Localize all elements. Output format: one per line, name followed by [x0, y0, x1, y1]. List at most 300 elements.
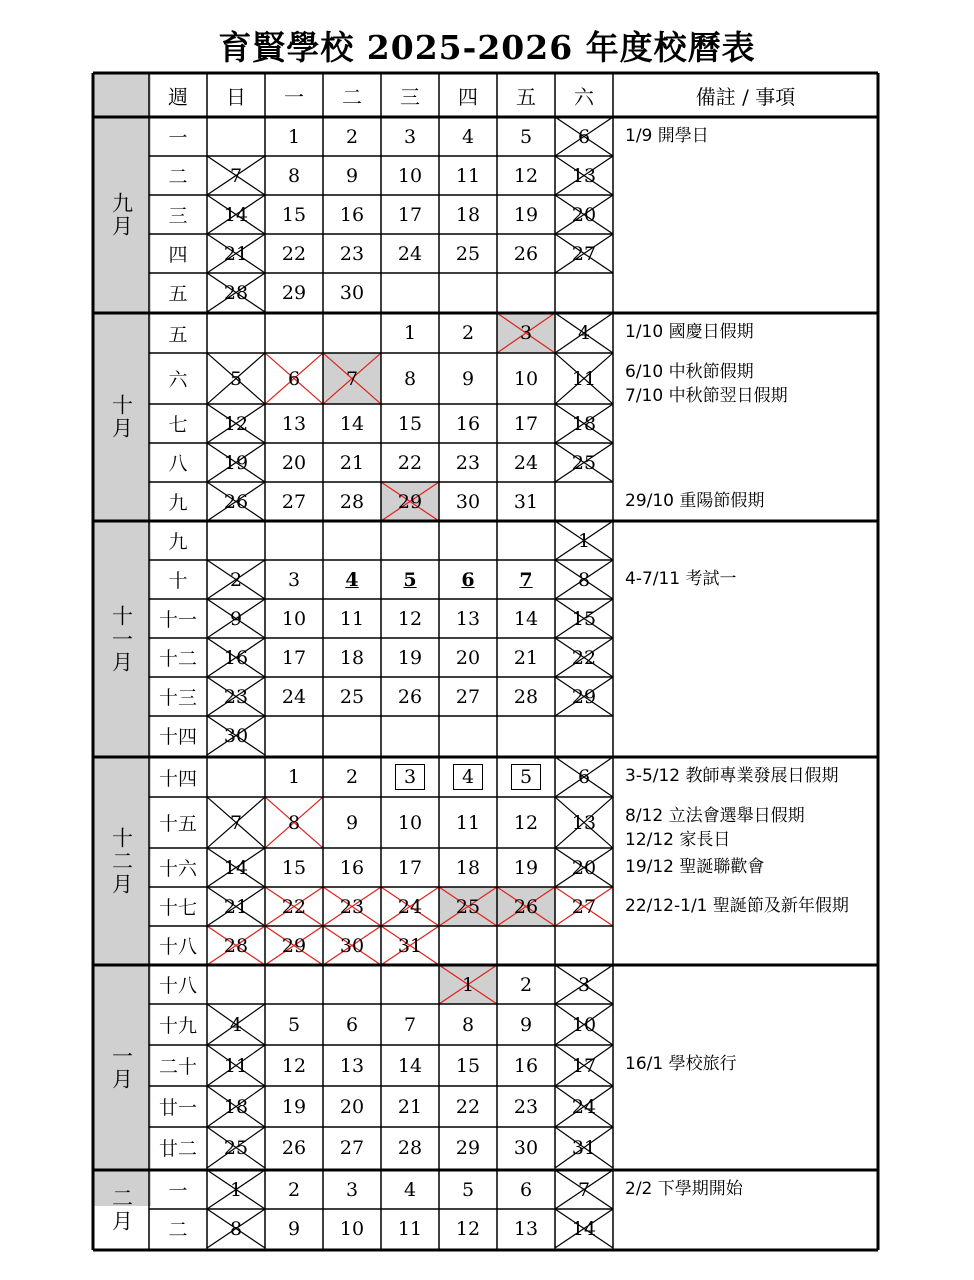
day-cell	[439, 156, 497, 195]
day-cell	[381, 195, 439, 234]
day-cell	[497, 482, 555, 521]
week-number-text: 六	[168, 369, 188, 391]
day-cell	[381, 677, 439, 716]
week-number	[149, 1004, 207, 1045]
day-number: 10	[281, 607, 307, 630]
day-number: 9	[519, 1013, 533, 1036]
day-cell	[439, 638, 497, 677]
day-number: 13	[571, 811, 597, 834]
day-cell	[439, 560, 497, 599]
day-cell	[207, 716, 265, 755]
day-cell	[323, 313, 381, 353]
day-number: 13	[455, 607, 481, 630]
day-number: 12	[281, 1054, 307, 1077]
day-number: 24	[397, 895, 423, 918]
day-number: 8	[287, 164, 301, 187]
calendar-table	[93, 73, 880, 1253]
week-number-text: 三	[168, 205, 188, 227]
day-number: 13	[571, 164, 597, 187]
day-cell	[439, 1209, 497, 1248]
week-number-text: 十一	[158, 609, 197, 631]
day-cell	[439, 273, 497, 312]
day-cell	[207, 1004, 265, 1045]
month-label	[93, 757, 149, 965]
day-number: 25	[571, 451, 597, 474]
week-number	[149, 1127, 207, 1168]
day-number: 4	[345, 568, 359, 591]
day-cell	[555, 117, 613, 156]
day-number: 2	[287, 1178, 301, 1201]
week-number-text: 一	[168, 1180, 188, 1202]
day-cell	[381, 965, 439, 1004]
day-cell	[381, 887, 439, 926]
day-cell	[265, 1209, 323, 1248]
day-number: 3	[287, 568, 301, 591]
day-cell	[555, 482, 613, 521]
header-week	[149, 73, 207, 117]
day-number: 10	[571, 1013, 597, 1036]
day-number: 14	[339, 412, 365, 435]
day-cell	[555, 965, 613, 1004]
month-label-text: 十二月	[109, 826, 134, 896]
day-number: 3	[577, 973, 591, 996]
day-cell	[323, 234, 381, 273]
day-cell	[323, 1004, 381, 1045]
week-number-text: 十四	[158, 767, 197, 790]
day-cell	[439, 1045, 497, 1086]
day-cell	[381, 313, 439, 353]
header-day-2	[323, 73, 381, 117]
day-number: 14	[571, 1217, 597, 1240]
day-number: 26	[223, 490, 249, 513]
day-cell	[497, 156, 555, 195]
day-number: 21	[223, 242, 249, 265]
day-number: 30	[513, 1136, 539, 1159]
day-cell	[439, 797, 497, 848]
day-cell	[265, 234, 323, 273]
day-cell	[497, 1127, 555, 1168]
day-number: 22	[281, 242, 307, 265]
day-cell	[323, 797, 381, 848]
day-cell	[381, 716, 439, 755]
week-number	[149, 1170, 207, 1209]
day-cell	[555, 313, 613, 353]
day-cell	[323, 156, 381, 195]
day-number: 17	[397, 856, 423, 879]
day-cell	[381, 926, 439, 965]
day-number: 27	[571, 895, 597, 918]
header-day-4	[439, 73, 497, 117]
day-number: 30	[455, 490, 481, 513]
day-cell	[439, 1127, 497, 1168]
day-number: 1	[287, 766, 301, 788]
page-title: 育賢學校 2025-2026 年度校曆表	[218, 28, 756, 67]
day-number: 26	[513, 895, 539, 918]
day-number: 30	[339, 934, 365, 957]
day-cell	[497, 797, 555, 848]
day-number: 9	[345, 164, 359, 187]
note-line: 3-5/12 教師專業發展日假期	[625, 766, 839, 786]
day-cell	[439, 926, 497, 965]
day-number: 26	[281, 1136, 307, 1159]
week-number	[149, 273, 207, 312]
day-number: 13	[281, 412, 307, 435]
day-cell	[439, 482, 497, 521]
day-cell	[497, 887, 555, 926]
day-cell	[323, 887, 381, 926]
day-cell	[439, 1170, 497, 1209]
day-cell	[497, 273, 555, 312]
day-number: 24	[397, 242, 423, 265]
day-number: 3	[519, 322, 533, 344]
day-number: 12	[397, 607, 423, 630]
week-number	[149, 716, 207, 755]
day-cell	[555, 1209, 613, 1248]
day-number: 19	[513, 203, 539, 226]
day-cell	[323, 273, 381, 312]
day-cell	[439, 195, 497, 234]
day-cell	[381, 234, 439, 273]
day-cell	[497, 599, 555, 638]
day-number: 7	[519, 568, 533, 591]
day-cell	[381, 156, 439, 195]
day-cell	[439, 1004, 497, 1045]
day-number: 23	[339, 895, 365, 918]
day-cell	[265, 404, 323, 443]
day-cell	[439, 521, 497, 560]
day-number: 26	[513, 242, 539, 265]
day-number: 23	[455, 451, 481, 474]
day-number: 18	[339, 646, 365, 669]
day-cell	[497, 1209, 555, 1248]
day-cell	[555, 1004, 613, 1045]
day-cell	[497, 443, 555, 482]
week-number	[149, 404, 207, 443]
day-cell	[555, 677, 613, 716]
note-line: 12/12 家長日	[625, 830, 731, 850]
day-cell	[323, 1127, 381, 1168]
day-cell	[265, 848, 323, 887]
day-cell	[207, 1045, 265, 1086]
day-cell	[265, 273, 323, 312]
day-cell	[555, 521, 613, 560]
day-number: 5	[519, 125, 533, 148]
day-number: 29	[281, 281, 307, 304]
week-number-text: 五	[168, 283, 188, 305]
note-line: 2/2 下學期開始	[625, 1179, 743, 1199]
day-number: 2	[345, 125, 359, 148]
week-number	[149, 443, 207, 482]
day-number: 23	[513, 1095, 539, 1118]
header-day-label: 二	[342, 84, 362, 109]
day-number: 14	[223, 856, 249, 879]
day-number: 10	[397, 811, 423, 834]
week-number	[149, 482, 207, 521]
day-cell	[381, 353, 439, 404]
day-number: 21	[513, 646, 539, 669]
day-cell	[381, 1209, 439, 1248]
day-cell	[497, 1045, 555, 1086]
day-cell	[323, 521, 381, 560]
day-cell	[497, 965, 555, 1004]
week-number-text: 十四	[158, 726, 197, 748]
day-number: 1	[403, 322, 417, 344]
day-number: 1	[287, 125, 301, 148]
day-number: 27	[455, 685, 481, 708]
day-number: 12	[513, 811, 539, 834]
day-cell	[439, 677, 497, 716]
day-number: 6	[287, 367, 301, 390]
day-number: 20	[339, 1095, 365, 1118]
day-number: 9	[229, 607, 243, 630]
week-number-text: 十八	[158, 975, 197, 997]
day-cell	[381, 1170, 439, 1209]
week-number	[149, 887, 207, 926]
day-number: 17	[397, 203, 423, 226]
day-number: 8	[229, 1217, 243, 1240]
week-number-text: 二	[168, 1219, 188, 1241]
day-cell	[439, 234, 497, 273]
day-cell	[323, 757, 381, 797]
day-cell	[555, 797, 613, 848]
day-cell	[323, 599, 381, 638]
day-cell	[555, 353, 613, 404]
day-cell	[323, 638, 381, 677]
day-number: 16	[339, 203, 365, 226]
day-number: 1	[229, 1178, 243, 1201]
day-number: 18	[223, 1095, 249, 1118]
week-number-text: 七	[168, 414, 188, 436]
day-number: 4	[403, 1178, 417, 1201]
day-cell	[207, 965, 265, 1004]
week-number-text: 九	[168, 492, 188, 514]
day-number: 22	[281, 895, 307, 918]
day-cell	[207, 677, 265, 716]
day-number: 26	[397, 685, 423, 708]
day-number: 21	[397, 1095, 423, 1118]
day-number: 27	[571, 242, 597, 265]
day-number: 6	[345, 1013, 359, 1036]
day-cell	[265, 1170, 323, 1209]
week-number-text: 九	[168, 531, 188, 553]
day-number: 12	[455, 1217, 481, 1240]
day-cell	[207, 521, 265, 560]
day-cell	[497, 1170, 555, 1209]
day-number: 27	[339, 1136, 365, 1159]
note-line: 19/12 聖誕聯歡會	[625, 857, 765, 877]
week-number	[149, 313, 207, 353]
day-number: 24	[281, 685, 307, 708]
note-line: 1/9 開學日	[625, 126, 709, 146]
header-day-6	[555, 73, 613, 117]
week-number-text: 廿二	[158, 1138, 197, 1160]
day-number: 12	[223, 412, 249, 435]
week-number	[149, 677, 207, 716]
week-number	[149, 638, 207, 677]
day-cell	[323, 1045, 381, 1086]
day-cell	[497, 1004, 555, 1045]
day-cell	[497, 404, 555, 443]
day-number: 15	[281, 203, 307, 226]
day-cell	[381, 521, 439, 560]
day-cell	[381, 599, 439, 638]
week-number	[149, 521, 207, 560]
week-number-text: 四	[168, 244, 188, 266]
day-cell	[207, 1086, 265, 1127]
header-day-3	[381, 73, 439, 117]
day-number: 29	[455, 1136, 481, 1159]
day-cell	[265, 117, 323, 156]
day-cell	[381, 1045, 439, 1086]
week-number	[149, 156, 207, 195]
day-number: 15	[397, 412, 423, 435]
day-cell	[207, 195, 265, 234]
week-number-text: 五	[168, 323, 188, 346]
day-cell	[265, 797, 323, 848]
week-number	[149, 599, 207, 638]
day-cell	[207, 156, 265, 195]
day-number: 7	[577, 1178, 591, 1201]
day-cell	[265, 757, 323, 797]
day-number: 23	[339, 242, 365, 265]
day-cell	[497, 521, 555, 560]
note-line: 1/10 國慶日假期	[625, 322, 754, 342]
day-number: 9	[345, 811, 359, 834]
day-number: 4	[461, 125, 475, 148]
day-number: 29	[397, 490, 423, 513]
header-week-label: 週	[168, 84, 188, 109]
day-cell	[323, 926, 381, 965]
day-cell	[323, 677, 381, 716]
day-number: 1	[461, 973, 475, 996]
day-cell	[207, 757, 265, 797]
month-label	[93, 1170, 149, 1250]
day-cell	[497, 677, 555, 716]
week-number	[149, 117, 207, 156]
day-number: 15	[571, 607, 597, 630]
day-cell	[265, 1045, 323, 1086]
day-cell	[555, 757, 613, 797]
day-cell	[265, 482, 323, 521]
day-number: 14	[513, 607, 539, 630]
day-cell	[555, 273, 613, 312]
day-cell	[265, 195, 323, 234]
day-cell	[555, 599, 613, 638]
day-cell	[439, 599, 497, 638]
month-label-text: 九月	[109, 192, 134, 238]
day-cell	[381, 443, 439, 482]
day-number: 23	[223, 685, 249, 708]
day-cell	[555, 848, 613, 887]
day-cell	[381, 848, 439, 887]
note-line: 8/12 立法會選舉日假期	[625, 806, 805, 826]
header-day-label: 一	[284, 84, 304, 109]
day-cell	[439, 965, 497, 1004]
day-number: 29	[571, 685, 597, 708]
week-number-text: 八	[168, 453, 188, 475]
day-number: 27	[281, 490, 307, 513]
day-cell	[439, 887, 497, 926]
day-cell	[381, 1127, 439, 1168]
week-number-text: 十三	[158, 687, 197, 709]
day-cell	[555, 1086, 613, 1127]
day-cell	[265, 353, 323, 404]
day-cell	[207, 560, 265, 599]
month-label-text: 十一月	[109, 604, 134, 674]
note-line: 7/10 中秋節翌日假期	[625, 386, 788, 406]
day-number: 11	[571, 367, 597, 390]
day-number: 18	[455, 203, 481, 226]
week-number-text: 二	[168, 166, 188, 188]
day-cell	[439, 443, 497, 482]
day-cell	[555, 887, 613, 926]
day-cell	[381, 117, 439, 156]
day-cell	[207, 353, 265, 404]
month-label-text: 一月	[109, 1044, 134, 1091]
day-number: 3	[403, 125, 417, 148]
day-cell	[265, 716, 323, 755]
header-day-1	[265, 73, 323, 117]
header-notes	[613, 73, 878, 117]
day-number: 19	[223, 451, 249, 474]
note-line: 29/10 重陽節假期	[625, 491, 765, 511]
day-cell	[497, 117, 555, 156]
day-cell	[555, 156, 613, 195]
day-number: 16	[223, 646, 249, 669]
header-day-label: 三	[400, 84, 420, 109]
day-number: 5	[287, 1013, 301, 1036]
day-number: 14	[397, 1054, 423, 1077]
day-number: 6	[519, 1178, 533, 1201]
day-number: 4	[453, 764, 483, 790]
day-cell	[323, 716, 381, 755]
day-number: 28	[397, 1136, 423, 1159]
day-cell	[207, 443, 265, 482]
day-number: 5	[511, 764, 541, 790]
day-number: 25	[223, 1136, 249, 1159]
day-number: 20	[571, 203, 597, 226]
day-cell	[497, 757, 555, 797]
day-cell	[555, 560, 613, 599]
day-cell	[323, 117, 381, 156]
day-number: 2	[229, 568, 243, 591]
day-cell	[497, 716, 555, 755]
day-cell	[265, 156, 323, 195]
day-number: 12	[513, 164, 539, 187]
day-number: 15	[455, 1054, 481, 1077]
day-cell	[265, 926, 323, 965]
day-cell	[439, 313, 497, 353]
week-number-text: 十八	[158, 936, 197, 958]
week-number	[149, 234, 207, 273]
day-cell	[381, 560, 439, 599]
day-cell	[207, 1209, 265, 1248]
day-cell	[265, 677, 323, 716]
day-cell	[439, 353, 497, 404]
day-cell	[323, 965, 381, 1004]
day-number: 25	[339, 685, 365, 708]
note-line: 6/10 中秋節假期	[625, 362, 754, 382]
day-number: 5	[229, 367, 243, 390]
day-number: 15	[281, 856, 307, 879]
day-cell	[323, 482, 381, 521]
day-number: 21	[223, 895, 249, 918]
day-number: 8	[577, 568, 591, 591]
day-cell	[207, 482, 265, 521]
month-label-text: 十月	[109, 394, 134, 440]
month-label	[93, 313, 149, 521]
day-number: 16	[513, 1054, 539, 1077]
